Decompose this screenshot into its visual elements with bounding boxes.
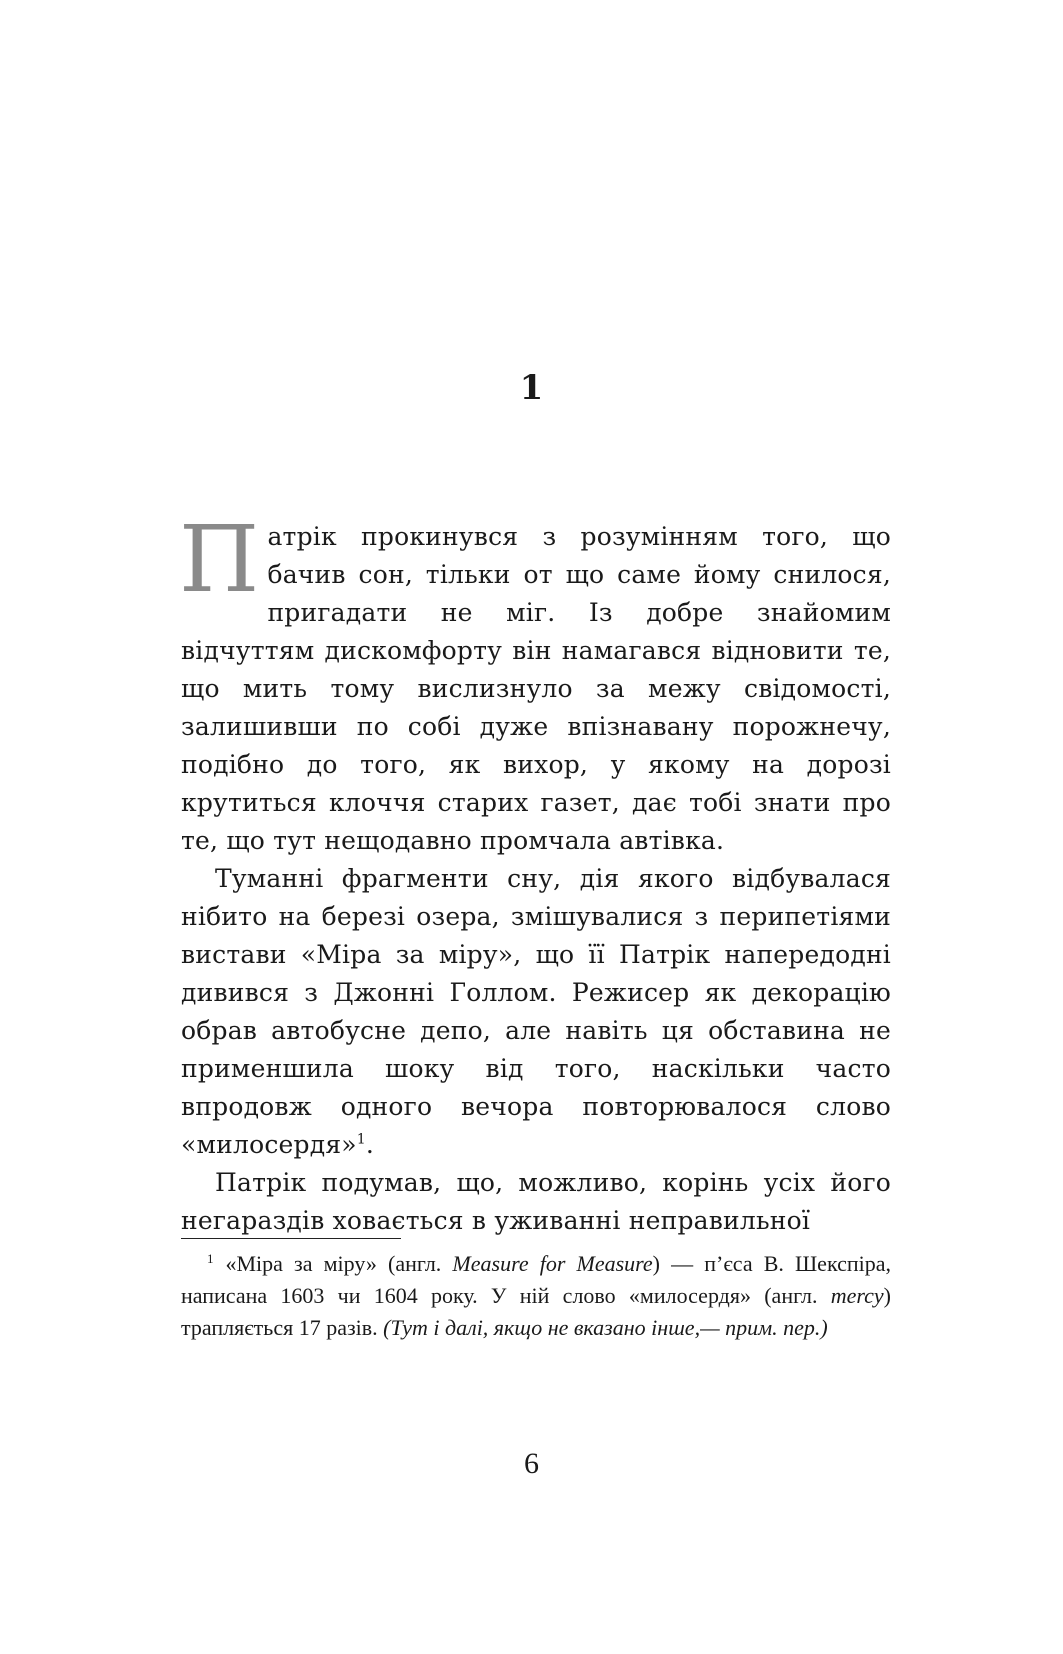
footnote [181, 1248, 891, 1344]
paragraph-1-text: атрік прокинувся з розумінням того, що бачив сон, тільки от що саме йому снилося, пригадати не міг. Із добре знайомим відчуттям дискомфорту він намагався відновити те, що мить тому вислизнуло за межу свідомості, залишивши по собі дуже впізнавану порожнечу, подібно до того, як вихор, у якому на дорозі крутиться клоччя старих газет, дає тобі знати про те, що тут нещодавно промчала автівка. [181, 522, 891, 855]
footnote-text-3: ) трапляється 17 разів. [181, 1283, 891, 1340]
paragraph-2-text: Туманні фрагменти сну, дія якого відбувалася нібито на березі озера, змішувалися з перипетіями вистави «Міра за міру», що її Патрік напередодні дивився з Джонні Голлом. Режисер як декорацію обрав автобусне депо, але навіть ця обставина не применшила шоку від того, наскільки часто впродовж одного вечора повторювалося слово «милосердя» [181, 864, 891, 1159]
chapter-number: 1 [519, 368, 544, 408]
paragraph-3 [181, 1164, 891, 1240]
footnote-italic-title: Measure for Measure [452, 1251, 653, 1276]
page-number: 6 [524, 1447, 539, 1480]
footnote-text-1: «Міра за міру» (англ. [225, 1251, 453, 1276]
footnote-number: 1 [207, 1250, 214, 1266]
footnote-text-2: ) — п’єса В. Шекспіра, написана 1603 чи 1604 року. У ній слово «милосердя» (англ. [181, 1251, 892, 1308]
paragraph-2 [181, 860, 891, 1164]
paragraph-3-text: Патрік подумав, що, можливо, корінь усіх його негараздів ховається в уживанні неправильної [181, 1168, 891, 1235]
footnote-translator-note: (Тут і далі, якщо не вказано інше,— прим. пер.) [383, 1315, 828, 1340]
footnote-reference[interactable]: 1 [356, 1131, 366, 1148]
footnote-italic-word: mercy [830, 1283, 884, 1308]
body-text [179, 506, 891, 1240]
drop-cap: П [179, 506, 260, 613]
footnote-divider [181, 1238, 401, 1239]
paragraph-1 [179, 506, 891, 860]
paragraph-2-tail: . [365, 1130, 375, 1159]
